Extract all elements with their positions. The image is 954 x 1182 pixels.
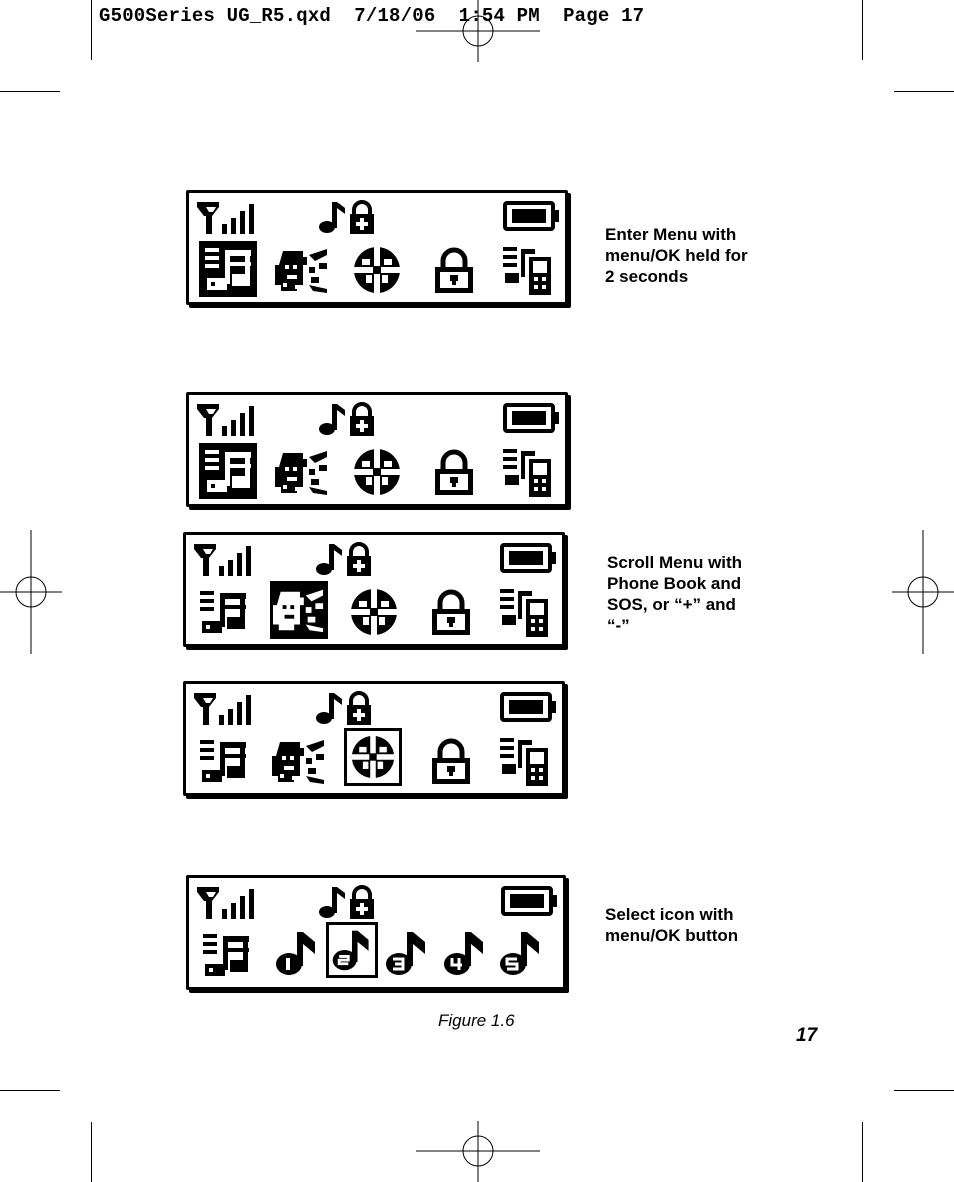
lcd-screen-menu-entry: [186, 190, 568, 305]
crop-mark: [0, 91, 60, 92]
crop-mark: [91, 0, 92, 60]
phone-book-icon: [273, 584, 325, 636]
menu-item-lock[interactable]: [426, 736, 476, 786]
registration-mark-icon: [416, 0, 540, 62]
signal-strength-icon: [194, 542, 254, 576]
crop-mark: [91, 1122, 92, 1182]
menu-item-sos[interactable]: [352, 447, 402, 497]
sos-dial-icon: [352, 447, 402, 497]
caption-select-icon: Select icon with menu/OK button: [605, 905, 739, 945]
music-menu-icon: [198, 587, 248, 637]
menu-item-ringtone-phone[interactable]: [498, 585, 552, 639]
caption-enter-menu: Enter Menu with menu/OK held for 2 seconds: [605, 225, 748, 286]
print-slug-line: G500Series UG_R5.qxd 7/18/06 1:54 PM Page 17: [99, 5, 645, 27]
menu-item-ringtone-phone[interactable]: [501, 243, 555, 297]
crop-mark: [894, 91, 954, 92]
menu-item-music[interactable]: [201, 930, 251, 980]
lcd-screen-music-selected: [186, 392, 568, 507]
menu-item-phone-book[interactable]: [275, 245, 329, 295]
ringer-lock-icon: [315, 691, 373, 725]
registration-mark-icon: [416, 1121, 540, 1182]
ringtone-phone-icon: [498, 585, 552, 639]
music-menu-icon: [202, 446, 254, 496]
menu-item-music[interactable]: [198, 587, 248, 637]
signal-strength-icon: [197, 200, 257, 234]
signal-strength-icon: [194, 691, 254, 725]
sos-dial-icon: [352, 245, 402, 295]
crop-mark: [862, 1122, 863, 1182]
menu-item-music[interactable]: [199, 443, 257, 499]
music-menu-icon: [198, 736, 248, 786]
ringtone-option-4[interactable]: [443, 928, 487, 978]
music-menu-icon: [201, 930, 251, 980]
sos-dial-icon: [349, 587, 399, 637]
ringtone-phone-icon: [501, 445, 555, 499]
menu-item-lock[interactable]: [426, 587, 476, 637]
lock-icon: [426, 587, 476, 637]
phone-book-icon: [275, 245, 329, 295]
ringtone-2-icon: [331, 927, 373, 973]
crop-mark: [894, 1090, 954, 1091]
phone-book-icon: [275, 447, 329, 497]
menu-item-sos[interactable]: [344, 728, 402, 786]
figure-label: Figure 1.6: [438, 1011, 515, 1030]
registration-mark-icon: [892, 530, 954, 654]
menu-item-sos[interactable]: [349, 587, 399, 637]
battery-icon: [503, 200, 561, 232]
battery-icon: [503, 402, 561, 434]
ringer-lock-icon: [318, 402, 376, 436]
menu-item-ringtone-phone[interactable]: [501, 445, 555, 499]
ringer-lock-icon: [318, 885, 376, 919]
ringtone-phone-icon: [498, 734, 552, 788]
menu-item-ringtone-phone[interactable]: [498, 734, 552, 788]
ringtone-5-icon: [499, 928, 543, 978]
lcd-screen-phone-book-selected: [183, 532, 565, 647]
ringtone-4-icon: [443, 928, 487, 978]
lock-icon: [426, 736, 476, 786]
menu-item-phone-book[interactable]: [270, 581, 328, 639]
ringtone-option-5[interactable]: [499, 928, 543, 978]
ringtone-option-2[interactable]: [326, 922, 378, 978]
menu-item-phone-book[interactable]: [272, 736, 326, 786]
ringtone-option-1[interactable]: [275, 928, 319, 978]
menu-item-lock[interactable]: [429, 245, 479, 295]
battery-icon: [500, 542, 558, 574]
ringtone-phone-icon: [501, 243, 555, 297]
ringtone-1-icon: [275, 928, 319, 978]
battery-icon: [500, 691, 558, 723]
sos-dial-icon: [350, 734, 396, 780]
registration-mark-icon: [0, 530, 62, 654]
battery-icon: [501, 885, 559, 917]
lcd-screen-ringtone-select: [186, 875, 566, 990]
crop-mark: [862, 0, 863, 60]
menu-item-lock[interactable]: [429, 447, 479, 497]
lock-icon: [429, 447, 479, 497]
signal-strength-icon: [197, 885, 257, 919]
ringer-lock-icon: [315, 542, 373, 576]
menu-item-music[interactable]: [198, 736, 248, 786]
ringtone-option-3[interactable]: [385, 928, 429, 978]
music-menu-icon: [202, 244, 254, 294]
signal-strength-icon: [197, 402, 257, 436]
lock-icon: [429, 245, 479, 295]
menu-item-sos[interactable]: [352, 245, 402, 295]
menu-item-phone-book[interactable]: [275, 447, 329, 497]
ringer-lock-icon: [318, 200, 376, 234]
caption-scroll-menu: Scroll Menu with Phone Book and SOS, or “+” and “-”: [607, 553, 743, 635]
lcd-screen-sos-selected: [183, 681, 565, 796]
phone-book-icon: [272, 736, 326, 786]
ringtone-3-icon: [385, 928, 429, 978]
crop-mark: [0, 1090, 60, 1091]
menu-item-music[interactable]: [199, 241, 257, 297]
page-number: 17: [796, 1025, 818, 1046]
